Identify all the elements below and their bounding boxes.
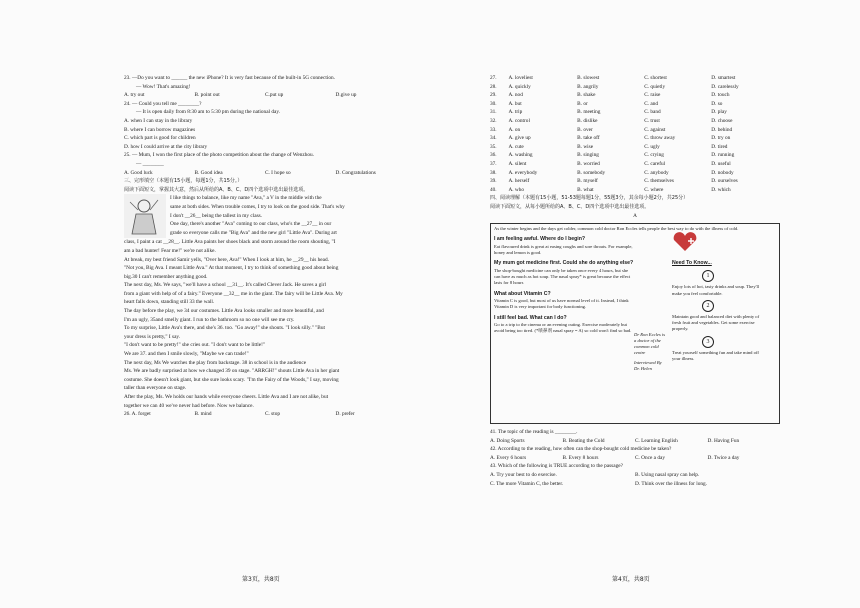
option: A. control <box>508 117 530 124</box>
cloze-option-row <box>490 108 780 117</box>
option: C. which part is good for children <box>124 135 196 142</box>
option: C.put up <box>265 92 284 99</box>
question-number: 39. <box>490 178 497 185</box>
option: A. when I can stay in the library <box>124 117 193 124</box>
option: B. singing <box>577 152 599 159</box>
option: C. careful <box>644 160 666 167</box>
option: C. stop <box>265 411 281 418</box>
story-intro <box>124 194 406 238</box>
tip-text: Enjoy lots of hot, tasty drinks and soup. They'll make you feel comfortable. <box>672 284 759 296</box>
question-43: 43. Which of the following is TRUE according to the passage? <box>490 463 623 470</box>
qa-title: I still feel bad. What can I do? <box>494 314 567 321</box>
option: C. anybody <box>644 169 669 176</box>
section-4-instructions: 阅读下面短文，从每小题所给的A、B、C、D四个选项中选出最佳选项。 <box>490 203 650 210</box>
story-line: "I don't want to be pretty!" she cries out. "I don't want to be little!" <box>124 342 266 349</box>
page-4 <box>490 74 780 488</box>
story-line: from a giant with help of of a fairy." Everyone __32__ me in the giant. The fairy will be Little Ava. My <box>124 290 343 297</box>
page-3 <box>124 74 406 419</box>
option: B. worried <box>577 160 600 167</box>
cloze-option-row <box>490 83 780 92</box>
section-3-title: 三、完形填空（本题有15小题，每题1分，共15分。） <box>124 178 243 185</box>
question-23: 23. —Do you want to ______ the new iPhone? It is very fast because of the built-in 5G connection. <box>124 75 335 81</box>
option: B. dislike <box>577 117 598 124</box>
option: C. shortest <box>644 75 667 81</box>
cloze-option-row <box>490 143 780 152</box>
option: C. throw away <box>644 135 676 142</box>
option: A. herself <box>508 178 530 185</box>
option: D. nobody <box>711 169 734 176</box>
qa-text: Go to a trip to the cinema or an evening outing. Exercise moderately but avoid being too tired. (*喷鼻剂 nasal spray = A) so cold won't find so bad. <box>494 322 632 334</box>
tip-text: Maintain good and balanced diet with plenty of fresh fruit and vegetables. Get some exercise properly. <box>672 313 760 332</box>
option: D. try on <box>711 135 731 142</box>
story-line: I'm an ugly, 35and smelly giant. I run to the bathroom so no one will see me cry. <box>124 316 295 323</box>
cloze-option-row <box>490 91 780 100</box>
option: C. band <box>644 109 661 116</box>
option: C. I hope so <box>265 169 291 176</box>
option: B. shake <box>577 92 596 99</box>
option: C. against <box>644 126 666 133</box>
option: A. washing <box>508 152 533 159</box>
option: B. slowest <box>577 75 600 81</box>
question-24: 24. — Could you tell me ________? <box>124 100 202 107</box>
girl-illustration-icon <box>124 194 166 238</box>
option: D. choose <box>711 117 733 124</box>
question-23-reply: — Wow! That's amazing! <box>136 83 191 90</box>
option: A. who <box>508 186 525 193</box>
tip-number: 1 <box>702 270 714 282</box>
cloze-option-row <box>490 186 780 195</box>
question-number: 27. <box>490 75 497 81</box>
option: C. where <box>644 186 664 193</box>
story-line: I like things to balance, like my name "Ava," a V in the middle with the <box>170 195 322 202</box>
question-number: 36. <box>490 152 497 159</box>
option: D. useful <box>711 160 731 167</box>
story-line: costume. She doesn't look giant, but she sure looks scary. "I'm the Fairy of the Woods," I say, moving <box>124 376 339 383</box>
story-line: The next day, Ms. We says, "we'll have a school __31__. It's called Clever Jack. He saves a girl <box>124 282 326 289</box>
qa-title: I am feeling awful. Where do I begin? <box>494 236 586 243</box>
option: A. give up <box>508 135 531 142</box>
question-41-options <box>490 437 780 446</box>
qa-text: The shop-bought medicine can only be taken once every 4 hours, but she can have as much as hot soup. The nasal spray* is great because the effect lasts for 8 hours <box>494 267 631 286</box>
passage-intro: As the winter begins and the days get colder, common cold doctor Ron Eccles tells people the best way to do with the illness of cold. <box>494 226 739 232</box>
qa-text: Eat flavoured drink is great at easing coughs and sore throats. For example, honey and lemon is good. <box>494 243 633 256</box>
option: B. point out <box>194 92 220 99</box>
question-42-options <box>490 454 780 463</box>
cloze-option-row <box>490 151 780 160</box>
option: B. angrily <box>577 83 599 90</box>
option: A. quickly <box>508 83 531 90</box>
question-number: 28. <box>490 83 497 90</box>
story-line: same at both sides. When trouble comes, I try to look on the good side. That's why <box>170 203 345 210</box>
qa-text: Vitamin C is good, but most of us have normal level of it. Instead, I think Vitamin D is very important for body functioning. <box>494 298 629 310</box>
option: D. running <box>711 152 735 159</box>
option: B. mind <box>194 411 212 418</box>
option: D. Twice a day <box>707 454 740 461</box>
option: A. Doing Sports <box>490 437 525 444</box>
tip-text: Treat yourself something fun and take mind off your illness. <box>672 349 759 361</box>
story-line: To my surprise, Little Ava's there, and she's 36. too. "Go away!" she shouts. "I look silly." "But <box>124 325 325 332</box>
question-23-options <box>124 91 406 100</box>
cloze-option-row <box>490 117 780 126</box>
option: B. take off <box>577 135 600 142</box>
option: A. Try your best to do exercise. <box>490 472 557 479</box>
option: C. raise <box>644 92 661 99</box>
option: B. Using nasal spray can help. <box>635 472 700 479</box>
story-line: The next day, Ms We watches the play from backstage. 38 in school is in the audience <box>124 359 307 366</box>
option: A. loveliest <box>508 75 533 81</box>
story-line: At break, my best friend Samir yells, "Over here, Ava!" When I look at him, he __29__ his head. <box>124 256 329 263</box>
story-line: grade so everyone calls me "Big Ava" and the new girl "Little Ava". During art <box>170 229 337 236</box>
doctor-note <box>634 232 668 372</box>
section-4-title: 四、阅读理解（本题有15小题，51-53题每题1分，55题3分，其余每小题2分，共25分） <box>490 195 689 202</box>
question-25-options <box>124 169 406 178</box>
option: B. over <box>577 126 593 133</box>
story-line: Ms. We are badly surprised at how we changed 39 on stage. "ARRGH!" shouts Little Ava in her giant <box>124 368 340 375</box>
option: D.give up <box>335 92 357 99</box>
story-line: together we can 40 we've never had before. Now we balance. <box>124 402 254 409</box>
story-line: The day before the play, we 34 our costumes. Little Ava looks smaller and more beautiful, and <box>124 308 324 315</box>
option: B. Beating the Cold <box>562 437 605 444</box>
option: A. silent <box>508 160 527 167</box>
question-42: 42. According to the reading, how often can the shop-bought cold medicine be taken? <box>490 446 672 453</box>
story-line: your dress is pretty," I say. <box>124 333 181 340</box>
question-number: 30. <box>490 100 497 107</box>
cloze-option-row <box>490 134 780 143</box>
option: B. myself <box>577 178 598 185</box>
story-line: After the play, Ms. We holds our hands while everyone cheers. Little Ava and I are not alike, but <box>124 394 329 400</box>
story-line: taller than everyone on stage. <box>124 385 187 392</box>
cloze-option-row <box>490 100 780 109</box>
option: B. somebody <box>577 169 606 176</box>
option: D. ourselves <box>711 178 738 185</box>
reading-passage-box <box>490 223 780 424</box>
question-41: 41. The topic of the reading is ________. <box>490 429 578 436</box>
cloze-option-row <box>490 74 780 83</box>
question-number: 29. <box>490 92 497 99</box>
cloze-option-row <box>490 160 780 169</box>
question-number: 31. <box>490 109 497 116</box>
option: B. Good idea <box>194 169 223 176</box>
question-number: 38. <box>490 169 497 176</box>
option: A. nod <box>508 92 523 99</box>
question-43-options-1 <box>490 471 780 480</box>
option: B. wise <box>577 143 594 150</box>
option: D. smartest <box>711 75 736 81</box>
option: D. Having Fun <box>707 437 740 444</box>
tip-number: 2 <box>702 300 714 312</box>
option: D. how I could arrive at the city library <box>124 143 208 150</box>
option: A. Every 6 hours <box>490 454 527 461</box>
question-number: 32. <box>490 117 497 124</box>
story-line: class, I paint a cat __28__. Little Ava paints her shoes black and storm around the room shouting, "I <box>124 239 336 246</box>
option: C. The more Vitamin C, the better. <box>490 480 564 487</box>
question-number: 35. <box>490 143 497 150</box>
option: B. meeting <box>577 109 601 116</box>
story-line: heart falls down, standing still 33 the wall. <box>124 299 215 306</box>
option: C. ugly <box>644 143 660 150</box>
question-26-options <box>124 410 406 419</box>
option: B. Every 8 hours <box>562 454 599 461</box>
option: A. on <box>508 126 521 133</box>
section-3-instructions: 阅读下面短文，掌握其大意，然后从所给的A、B、C、D四个选项中选出最佳选项。 <box>124 186 309 193</box>
page-3-footer: 第3页，共8页 <box>242 576 280 583</box>
option: C. trust <box>644 117 660 124</box>
option: D. which <box>711 186 731 193</box>
question-25: 25. — Mum, I won the first place of the photo competition about the change of Wenzhou. <box>124 152 314 159</box>
story-line: We are 37. and then I smile slowly, "Maybe we can trade!" <box>124 351 249 358</box>
story-line: am a bad hunter! Fear me!" we're not alike. <box>124 247 216 254</box>
option: 26. A. forget <box>124 411 151 418</box>
option: A. try out <box>124 92 145 99</box>
option: D. tired <box>711 143 728 150</box>
story-line: "Not you, Big Ava. I meant Little Ava." At that moment, I try to think of something good about being <box>124 265 339 272</box>
option: B. or <box>577 100 588 107</box>
option: A. Good luck <box>124 169 153 176</box>
option: D. Congratulations <box>335 169 376 176</box>
passage-columns <box>494 232 776 372</box>
option: D. so <box>711 100 723 107</box>
story-line: One day, there's another "Ava" coming to our class, who's the __27__ in our <box>170 221 332 228</box>
qa-column <box>494 232 634 372</box>
qa-title: What about Vitamin C? <box>494 290 551 297</box>
cloze-options-list <box>490 74 780 194</box>
story-line: I don't __26__ being the tallest in my class. <box>170 212 263 219</box>
question-43-options-2 <box>490 480 780 489</box>
question-24-reply: — It is open daily from 8:30 am to 5:30 pm during the national day. <box>136 109 280 116</box>
option: D. Think over the illness for long. <box>635 480 707 487</box>
option: D. touch <box>711 92 730 99</box>
option: C. and <box>644 100 659 107</box>
question-number: 34. <box>490 135 497 142</box>
story-body <box>124 238 406 410</box>
option: D. carelessly <box>711 83 739 90</box>
heart-plus-icon <box>672 232 698 252</box>
cloze-option-row <box>490 177 780 186</box>
option: A. but <box>508 100 522 107</box>
passage-label: A <box>633 212 637 219</box>
qa-title: My mum got medicine first. Could she do anything else? <box>494 260 634 267</box>
option: B. where I can borrow magazines <box>124 126 196 133</box>
option: D. prefer <box>335 411 355 418</box>
option: C. crying <box>644 152 664 159</box>
interviewer-text: Interviewed By Dr. Helen <box>634 360 662 372</box>
option: C. themselves <box>644 178 674 185</box>
question-number: 33. <box>490 126 497 133</box>
option: C. Learning English <box>635 437 678 444</box>
page-4-footer: 第4页，共8页 <box>612 576 650 583</box>
option: D. behind <box>711 126 733 133</box>
doctor-note-text: Dr Ron Eccles is a doctor of the common cold centre <box>634 332 666 356</box>
need-to-know-column <box>668 232 768 372</box>
option: C. quietly <box>644 83 666 90</box>
option: A. trip <box>508 109 523 116</box>
cloze-option-row <box>490 126 780 135</box>
option: B. what <box>577 186 594 193</box>
tip-number: 3 <box>702 336 714 348</box>
option: A. cute <box>508 143 524 150</box>
question-number: 37. <box>490 160 497 167</box>
option: C. Once a day <box>635 454 666 461</box>
question-number: 40. <box>490 186 497 193</box>
option: A. everybody <box>508 169 538 176</box>
cloze-option-row <box>490 169 780 178</box>
question-25-reply: — ________ <box>136 160 164 167</box>
story-line: big.30 I can't remember anything good. <box>124 273 208 280</box>
option: D. play <box>711 109 727 116</box>
need-to-know-title: Need To Know... <box>672 259 712 266</box>
